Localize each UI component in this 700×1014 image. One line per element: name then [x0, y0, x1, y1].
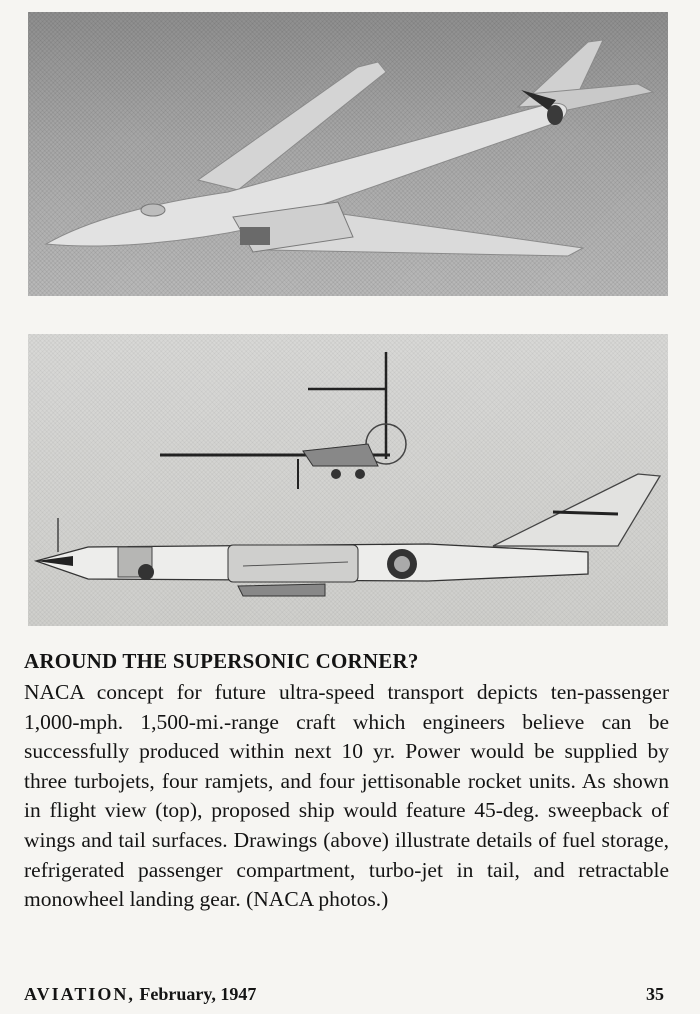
page-footer: [24, 984, 664, 1005]
drawings-photo: [28, 334, 668, 626]
issue-date: February, 1947: [139, 984, 257, 1004]
page-number: 35: [646, 984, 664, 1004]
caption-text: NACA concept for future ultra-speed transport depicts ten-passenger 1,000-mph. 1,500-mi.-range craft which engineers believe can be successfully produced within next 10 yr. Power would be supplied by three turbojets, four ramjets, and four jettisonable rocket units. As shown in flight view (top), proposed ship would feature 45-deg. sweepback of wings and tail surfaces. Drawings (above) illustrate details of fuel storage, refrigerated passenger compartment, turbo-jet in tail, and retractable monowheel landing gear. (NACA photos.): [24, 680, 669, 912]
publication-name: AVIATION,: [24, 984, 135, 1004]
aircraft-drawings-illustration: [28, 334, 668, 626]
flight-view-photo: [28, 12, 668, 296]
headline: AROUND THE SUPERSONIC CORNER?: [24, 649, 419, 673]
supersonic-aircraft-illustration: [28, 12, 668, 296]
